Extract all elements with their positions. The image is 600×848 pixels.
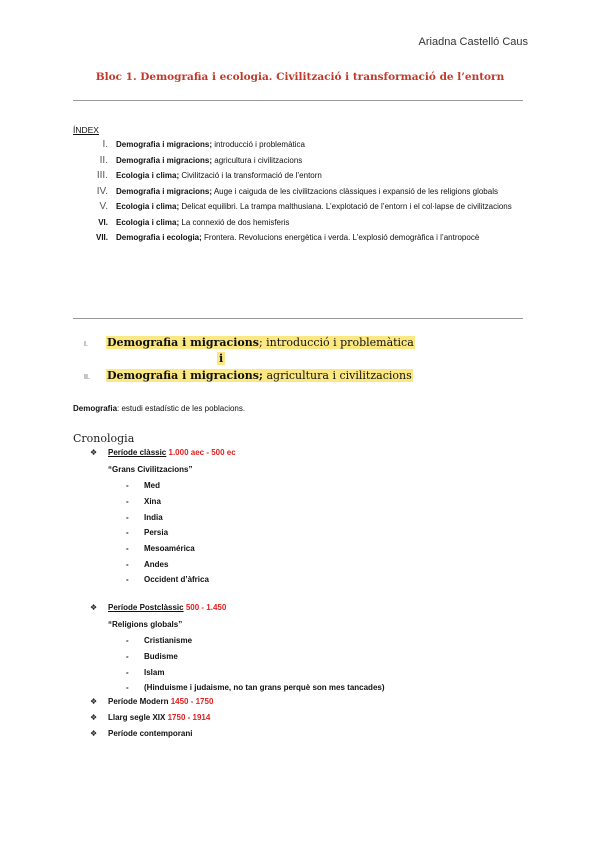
- list-item-text: Med: [144, 481, 160, 491]
- list-item-text: India: [144, 512, 163, 522]
- bullet-diamond-icon: ❖: [90, 713, 98, 722]
- period-classic: [90, 448, 236, 457]
- toc-text: Civilització i la transformació de l’entorn: [179, 171, 322, 180]
- list-item-text: Occident d’àfrica: [144, 575, 209, 585]
- toc-bold: Demografia i migracions;: [116, 155, 213, 165]
- dash-marker: -: [126, 481, 129, 491]
- dash-marker: -: [126, 652, 129, 662]
- period-label: Període contemporani: [108, 729, 193, 738]
- period-modern: [90, 697, 213, 706]
- section-title-text: agricultura i civilitzacions: [263, 369, 412, 382]
- period-label: Període Postclàssic: [108, 603, 184, 612]
- document-title: Bloc 1. Demografia i ecologia. Civilització i transformació de l’entorn: [95, 71, 505, 83]
- definition-text: : estudi estadístic de les poblacions.: [117, 404, 246, 413]
- toc-number: I.: [102, 139, 108, 150]
- period-dates: 1.000 aec - 500 ec: [168, 448, 236, 457]
- list-item: [126, 541, 209, 557]
- toc-number: VI.: [98, 217, 108, 227]
- dash-marker: -: [126, 544, 129, 554]
- list-item: [126, 525, 209, 541]
- section-heading-2: [84, 369, 413, 382]
- list-item-text: Cristianisme: [144, 636, 193, 646]
- toc-item: [73, 230, 523, 246]
- list-item: [126, 494, 209, 510]
- toc-number: II.: [99, 154, 108, 166]
- bullet-diamond-icon: ❖: [90, 448, 98, 457]
- toc-item: [73, 199, 523, 215]
- section-title-bold: Demografia i migracions: [107, 336, 259, 349]
- toc-number: VII.: [95, 233, 108, 242]
- toc-item: [73, 184, 523, 200]
- divider-middle: [73, 318, 523, 319]
- list-item: [126, 649, 385, 665]
- toc-item: [73, 153, 523, 169]
- period-subtitle: “Religions globals”: [108, 620, 183, 629]
- list-item: [126, 509, 209, 525]
- list-item: [126, 478, 209, 494]
- toc-bold: Demografia i migracions;: [116, 140, 213, 149]
- bullet-diamond-icon: ❖: [90, 603, 98, 612]
- period-postclassic: [90, 603, 226, 612]
- toc-text: agricultura i civilitzacions: [212, 155, 303, 165]
- list-item-text: Persia: [144, 528, 169, 538]
- toc-number: IV.: [96, 185, 108, 197]
- dash-marker: -: [126, 575, 129, 585]
- section-title: [106, 336, 415, 349]
- toc-item: [73, 168, 523, 184]
- bullet-diamond-icon: ❖: [90, 697, 98, 706]
- dash-marker: -: [126, 636, 129, 646]
- list-item-text: Islam: [144, 667, 165, 677]
- toc-bold: Ecologia i clima;: [116, 217, 180, 227]
- period-contemporary: [90, 729, 192, 738]
- period-dates: 1450 - 1750: [170, 697, 214, 706]
- section-title-bold: Demografia i migracions;: [107, 369, 263, 382]
- period-subtitle: “Grans Civilitzacions”: [108, 465, 193, 474]
- religions-list: [126, 633, 385, 696]
- period-label: Període clàssic: [108, 448, 167, 457]
- civilizations-list: [126, 478, 209, 588]
- section-heading-1: [84, 336, 415, 349]
- section-title: [106, 369, 413, 382]
- chronology-heading: Cronologia: [73, 432, 135, 445]
- author-name: Ariadna Castelló Caus: [418, 36, 528, 48]
- period-dates: 1750 - 1914: [167, 713, 211, 722]
- toc-text: La connexió de dos hemisferis: [179, 217, 290, 227]
- toc-number: III.: [96, 170, 108, 181]
- dash-marker: -: [126, 683, 129, 693]
- toc-bold: Demografia i migracions;: [116, 186, 213, 196]
- dash-marker: -: [126, 667, 129, 677]
- toc-number: V.: [99, 201, 108, 212]
- dash-marker: -: [126, 528, 129, 538]
- dash-marker: -: [126, 512, 129, 522]
- section-number: II.: [84, 374, 90, 381]
- list-item: [126, 633, 385, 649]
- list-item-text: Budisme: [144, 652, 178, 662]
- list-item: [126, 556, 209, 572]
- toc-text: Auge i caiguda de les civilitzacions clàssiques i expansió de les religions globals: [212, 186, 498, 196]
- toc-bold: Ecologia i clima;: [116, 202, 180, 211]
- list-item: [126, 680, 385, 696]
- period-dates: 500 - 1.450: [185, 603, 227, 612]
- list-item-text: Xina: [144, 497, 161, 507]
- list-item: [126, 572, 209, 588]
- toc-text: Frontera. Revolucions energètica i verda. L’explosió demogràfica i l’antropocè: [201, 233, 480, 242]
- index-heading: ÍNDEX: [73, 125, 99, 135]
- list-item-text: Andes: [144, 559, 169, 569]
- divider-top: [73, 100, 523, 101]
- toc-text: Delicat equilibri. La trampa malthusiana. L’explotació de l’entorn i el col·lapse de civilitzacions: [179, 202, 512, 211]
- section-connector: i: [219, 352, 224, 365]
- toc-item: [73, 137, 523, 153]
- section-number: I.: [84, 341, 88, 348]
- section-title-text: ; introducció i problemàtica: [258, 336, 414, 349]
- period-label: Llarg segle XIX: [108, 713, 166, 722]
- definition-term: Demografia: [73, 404, 118, 413]
- list-item-text: (Hinduisme i judaisme, no tan grans perquè son mes tancades): [144, 683, 385, 693]
- table-of-contents: [73, 137, 523, 246]
- dash-marker: -: [126, 497, 129, 507]
- toc-text: introducció i problemàtica: [212, 140, 305, 149]
- list-item: [126, 664, 385, 680]
- dash-marker: -: [126, 559, 129, 569]
- period-label: Període Modern: [108, 697, 169, 706]
- list-item-text: Mesoamérica: [144, 544, 195, 554]
- bullet-diamond-icon: ❖: [90, 729, 98, 738]
- definition: [73, 404, 245, 413]
- period-long-19th-century: [90, 713, 210, 722]
- toc-item: [73, 215, 523, 231]
- toc-bold: Demografia i ecologia;: [116, 233, 202, 242]
- toc-bold: Ecologia i clima;: [116, 171, 180, 180]
